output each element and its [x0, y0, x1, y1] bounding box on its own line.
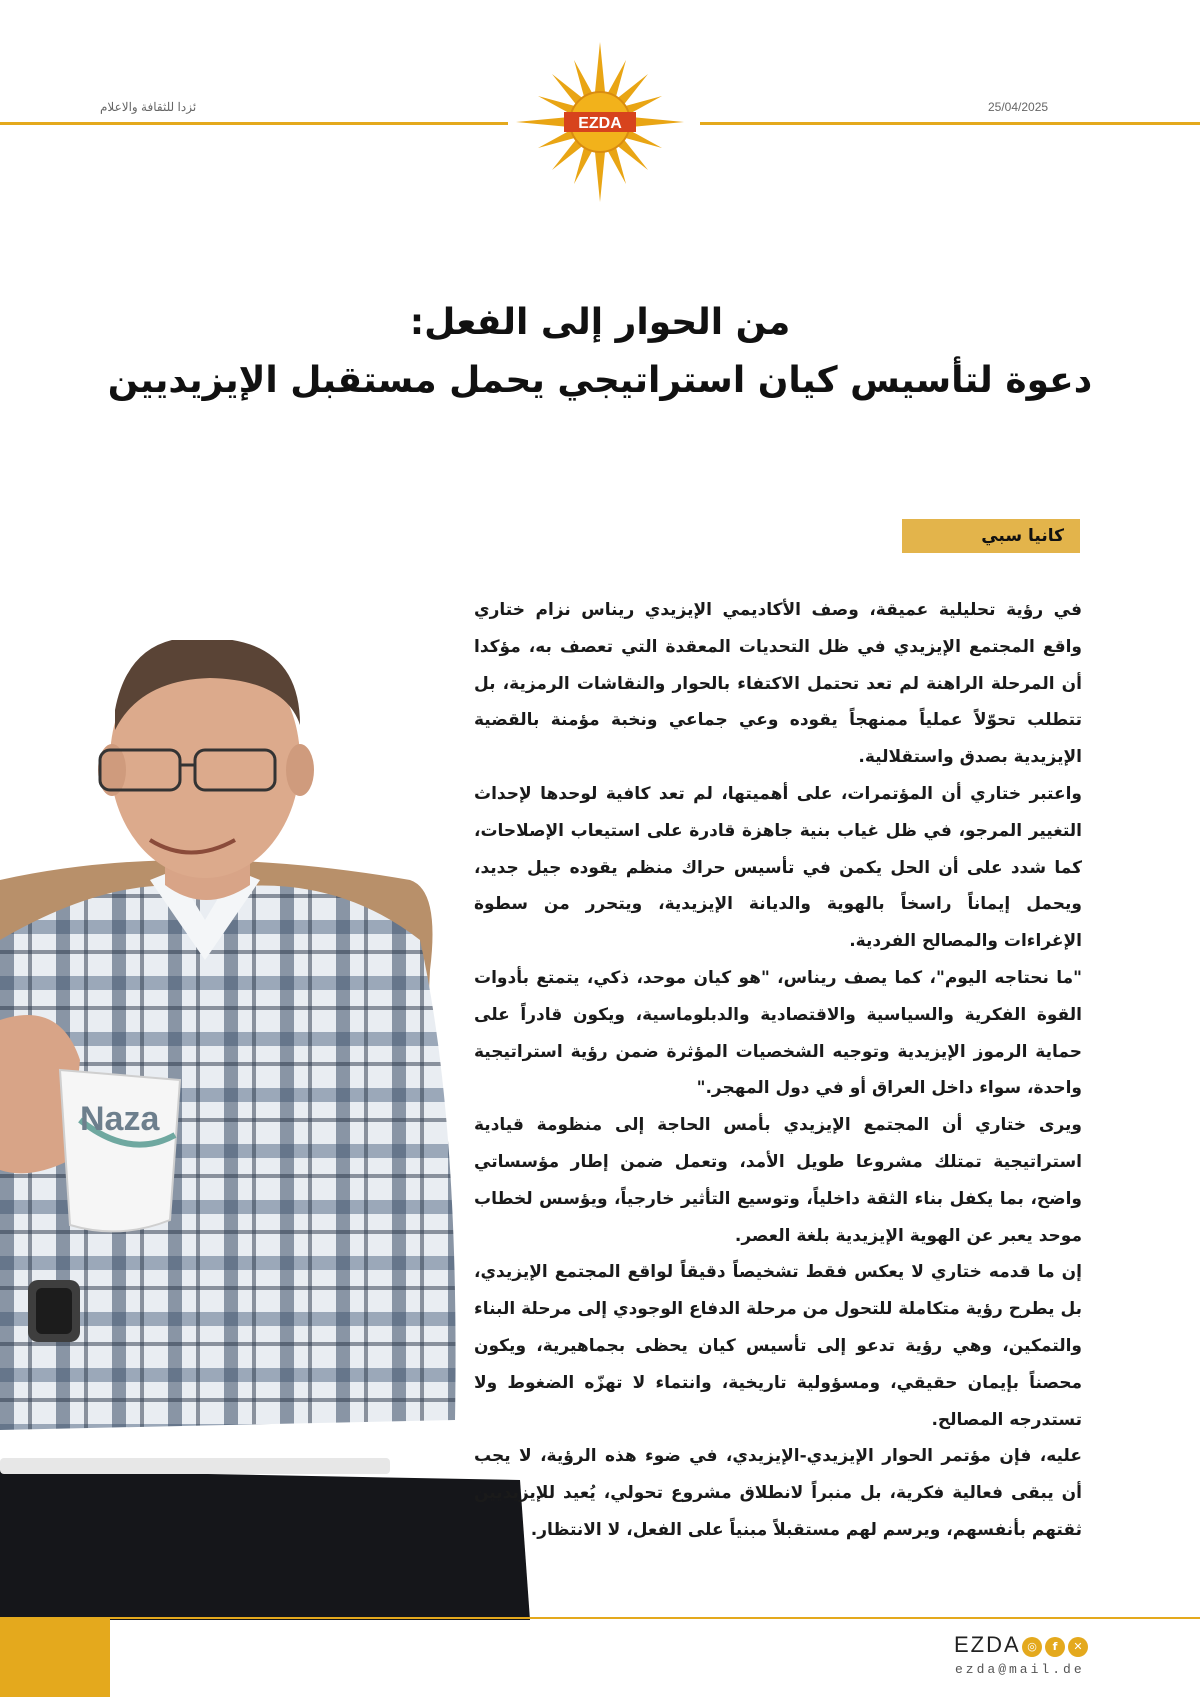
author-photo	[0, 640, 540, 1620]
footer-rule	[0, 1617, 1200, 1619]
footer-email[interactable]: ezda@mail.de	[955, 1662, 1085, 1677]
mug-text: Naza	[80, 1100, 160, 1138]
instagram-icon[interactable]: ◎	[1022, 1637, 1042, 1657]
header-rule-right	[700, 122, 1200, 125]
author-name: كانيا سبي	[902, 519, 1080, 553]
header-date: 25/04/2025	[988, 100, 1049, 114]
article-paragraph-1: في رؤية تحليلية عميقة، وصف الأكاديمي الإيزيدي ريناس نزام ختاري واقع المجتمع الإيزيدي في ظل التحديات المعقدة التي تعصف به، مؤكدا أن المرحلة الراهنة لم تعد تحتمل الاكتفاء بالحوار والنقاشات الرمزية، بل تتطلب تحوّلاً عملياً ممنهجاً يقوده وعي جماعي ونخبة مؤمنة بالقضية الإيزيدية بصدق واستقلالية.	[474, 600, 1082, 768]
article-paragraph-6: عليه، فإن مؤتمر الحوار الإيزيدي-الإيزيدي، في ضوء هذه الرؤية، لا يجب أن يبقى فعالية فكرية، بل منبراً لانطلاق مشروع تحولي، يُعيد للإيزيديين ثقتهم بأنفسهم، ويرسم لهم مستقبلاً مبنياً على الفعل، لا الانتظار.	[474, 1446, 1082, 1540]
article-paragraph-5: إن ما قدمه ختاري لا يعكس فقط تشخيصاً دقيقاً لواقع المجتمع الإيزيدي، بل يطرح رؤية متكاملة للتحول من مرحلة الدفاع الوجودي إلى مرحلة البناء والتمكين، وهي رؤية تدعو إلى تأسيس كيان يحظى بجماهيرية، ويكون محصناً بإيمان حقيقي، ومسؤولية تاريخية، وانتماء لا تهزّه الضغوط ولا تستدرجه المصالح.	[474, 1262, 1082, 1430]
x-icon[interactable]: ✕	[1068, 1637, 1088, 1657]
article-title-line1: من الحوار إلى الفعل:	[409, 302, 791, 343]
article-paragraph-2: واعتبر ختاري أن المؤتمرات، على أهميتها، لم تعد كافية لوحدها لإحداث التغيير المرجو، في ظل غياب بنية جاهزة قادرة على استيعاب الإصلاحات، كما شدد على أن الحل يكمن في تأسيس حراك منظم يقوده جيل جديد، ويحمل إيماناً راسخاً بالهوية والديانة الإيزيدية، ويتحرر من سطوة الإغراءات والمصالح الفردية.	[474, 783, 1082, 952]
ezda-sun-logo-icon	[516, 40, 684, 202]
header-rule-left	[0, 122, 508, 125]
article-paragraph-3: "ما نحتاجه اليوم"، كما يصف ريناس، "هو كيان موحد، ذكي، يتمتع بأدوات القوة الفكرية والسياسية والاقتصادية والدبلوماسية، ويكون قادراً على حماية الرموز الإيزيدية وتوجيه الشخصيات المؤثرة ضمن رؤية استراتيجية واحدة، سواء داخل العراق أو في دول المهجر."	[474, 967, 1082, 1099]
article-paragraph-4: ويرى ختاري أن المجتمع الإيزيدي بأمس الحاجة إلى منظومة قيادية استراتيجية تمتلك مشروعا طويل الأمد، وتعمل ضمن إطار مؤسساتي واضح، بما يكفل بناء الثقة داخلياً، وتوسيع التأثير خارجياً، ويؤسس لخطاب موحد يعبر عن الهوية الإيزيدية بلغة العصر.	[474, 1115, 1082, 1246]
article-body	[474, 592, 1082, 1549]
facebook-icon[interactable]: f	[1045, 1637, 1065, 1657]
footer-brand: EZDA	[954, 1632, 1021, 1657]
article-title-line2: دعوة لتأسيس كيان استراتيجي يحمل مستقبل الإيزيديين	[107, 360, 1093, 401]
logo-text: EZDA	[578, 115, 622, 132]
header-organization: ئزدا للثقافة والاعلام	[100, 100, 197, 114]
footer-accent-block	[0, 1617, 110, 1697]
